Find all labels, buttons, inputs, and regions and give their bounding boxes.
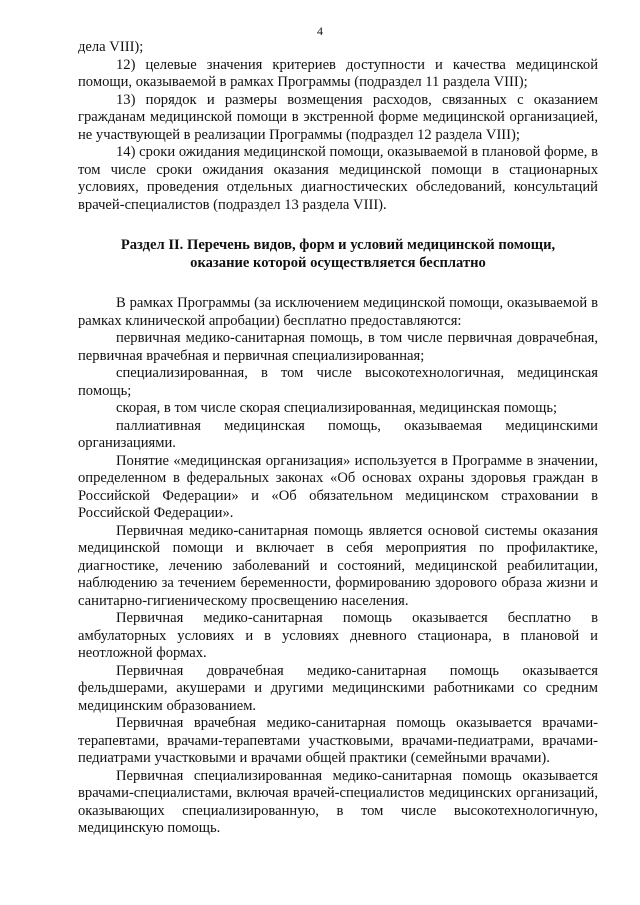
list-item-13: 13) порядок и размеры возмещения расходов, связанных с оказанием гражданам медицинской помощи в экстренной форме медицинской организацией, не участвующей в реализации Программы (подраздел 12 раздела VIII); <box>78 91 598 143</box>
list-item-continuation: дела VIII); <box>78 39 144 55</box>
paragraph-pre-medical-care: Первичная доврачебная медико-санитарная помощь оказывается фельдшерами, акушерами и другими медицинскими работниками со средним медицинским образованием. <box>78 662 598 714</box>
paragraph-intro: В рамках Программы (за исключением медицинской помощи, оказываемой в рамках клинической апробации) бесплатно предоставляются: <box>78 295 598 329</box>
list-item-14: 14) сроки ожидания медицинской помощи, оказываемой в плановой форме, в том числе сроки ожидания оказания медицинской помощи в стационарных условиях, проведения отдельных диагностических обследований, консультаций врачей-специалистов (подраздел 13 раздела VIII). <box>78 144 598 213</box>
paragraph-specialized-primary-care: Первичная специализированная медико-санитарная помощь оказывается врачами-специалистами, включая врачей-специалистов медицинских организаций, оказывающих специализированную, в том числе высокотехнологичную, медицинскую помощь. <box>78 767 598 836</box>
section-heading <box>78 236 598 272</box>
paragraph-primary-care-conditions: Первичная медико-санитарная помощь оказывается бесплатно в амбулаторных условиях и в условиях дневного стационара, в плановой и неотложной формах. <box>78 610 598 661</box>
section-heading-line-1: Раздел II. Перечень видов, форм и условий медицинской помощи, <box>120 237 556 253</box>
paragraph-primary-care-basis: Первичная медико-санитарная помощь является основой системы оказания медицинской помощи и включает в себя мероприятия по профилактике, диагностике, лечению заболеваний и состояний, медицинской реабилитации, наблюдению за течением беременности, формированию здорового образа жизни и санитарно-гигиеническому просвещению населения. <box>78 522 598 609</box>
paragraph-primary-care-item: первичная медико-санитарная помощь, в том числе первичная доврачебная, первичная врачебная и первичная специализированная; <box>78 330 598 364</box>
paragraph-specialized-item: специализированная, в том числе высокотехнологичная, медицинская помощь; <box>78 365 598 399</box>
section-heading-line-2: оказание которой осуществляется бесплатно <box>190 255 486 271</box>
paragraph-medical-organization: Понятие «медицинская организация» используется в Программе в значении, определенном в федеральных законах «Об основах охраны здоровья граждан в Российской Федерации» и «Об обязательном медицинском страховании в Российской Федерации». <box>78 452 598 521</box>
list-item-12: 12) целевые значения критериев доступности и качества медицинской помощи, оказываемой в рамках Программы (подраздел 11 раздела VIII); <box>78 56 598 90</box>
page-number: 4 <box>317 24 323 38</box>
document-body <box>78 39 598 838</box>
paragraph-palliative-item: паллиативная медицинская помощь, оказываемая медицинскими организациями. <box>78 417 598 451</box>
paragraph-emergency-item: скорая, в том числе скорая специализированная, медицинская помощь; <box>116 400 558 416</box>
paragraph-physician-care: Первичная врачебная медико-санитарная помощь оказывается врачами-терапевтами, врачами-терапевтами участковыми, врачами-педиатрами, врачами-педиатрами участковыми и врачами общей практики (семейными врачами). <box>78 715 598 766</box>
